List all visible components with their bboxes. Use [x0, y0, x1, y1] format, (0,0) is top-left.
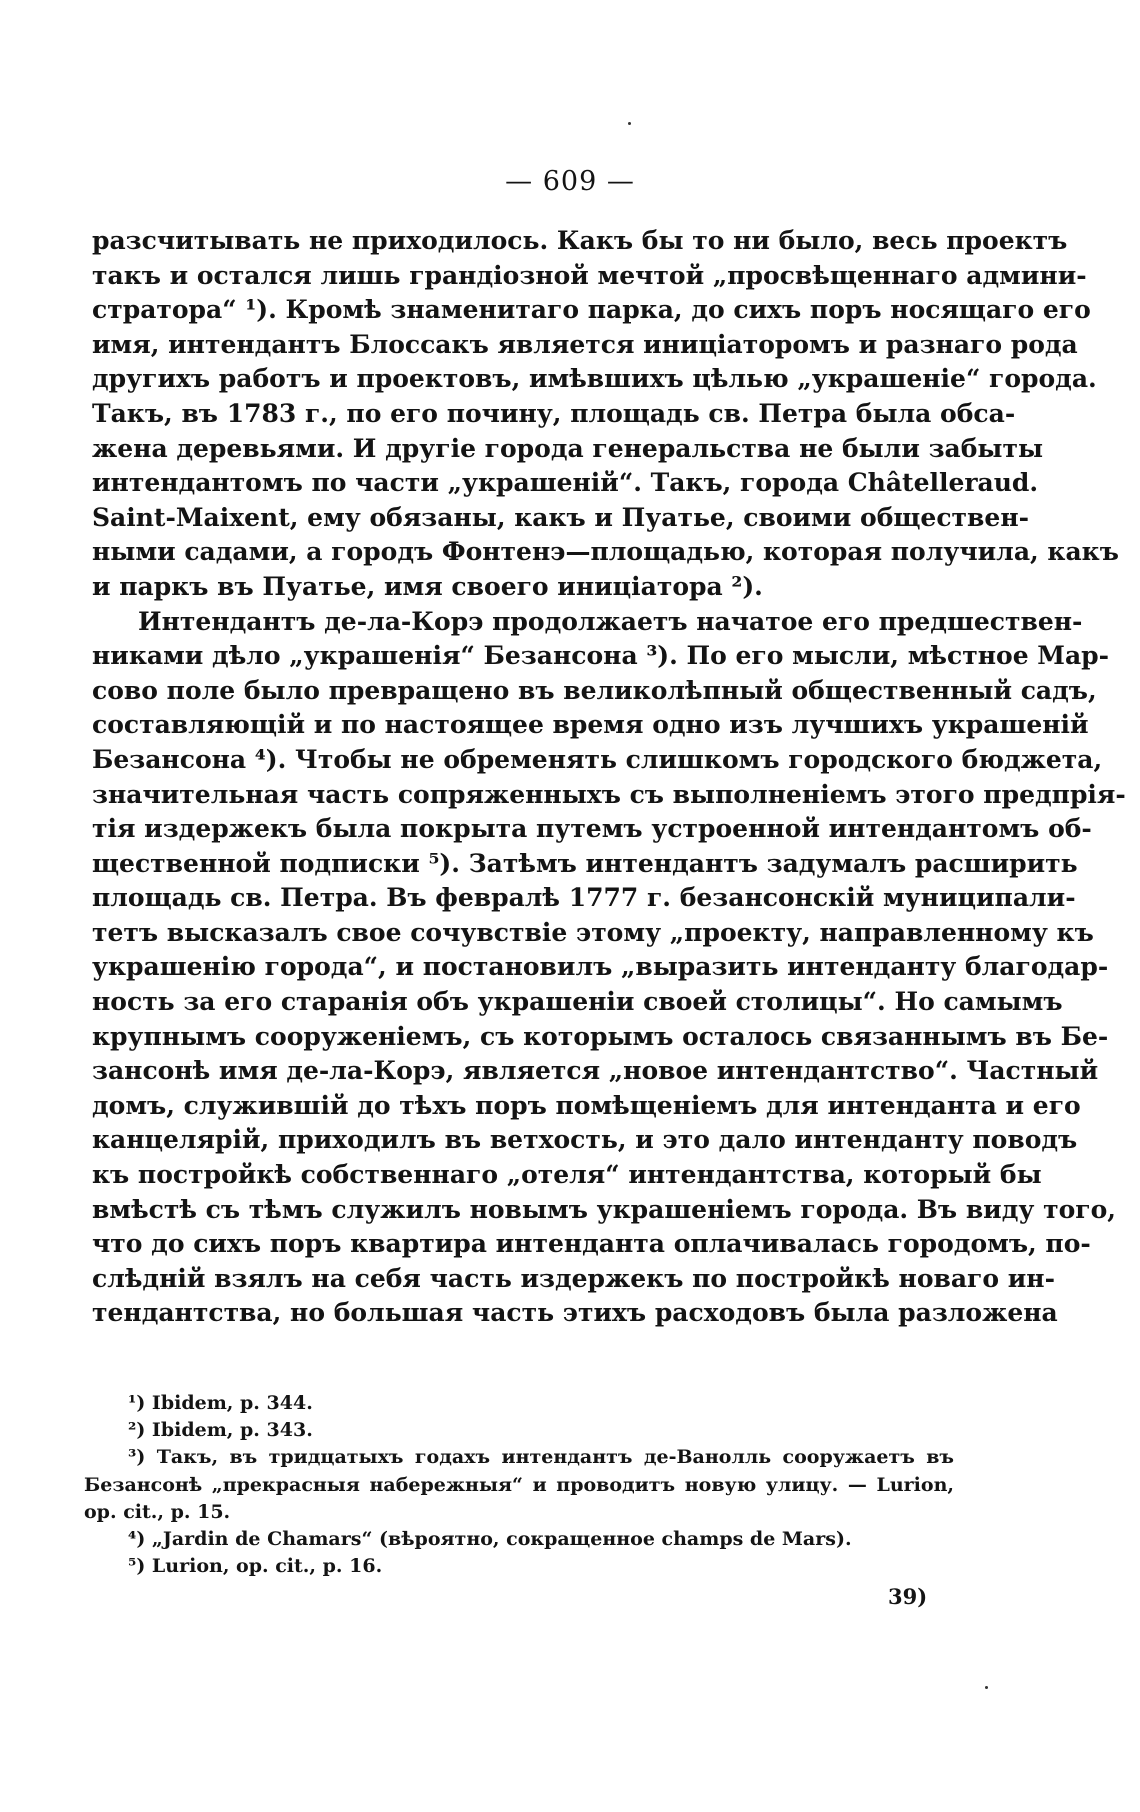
footnote: Безансонѣ „прекрасныя набережныя“ и проводитъ новую улицу. — Lurion, [84, 1473, 954, 1496]
text-line: украшенію города“, и постановилъ „выразить интенданту благодар- [92, 952, 1109, 982]
signature-mark: 39) [888, 1584, 928, 1609]
text-line: и паркъ въ Пуатье, имя своего иниціатора ²). [92, 571, 763, 601]
text-line: Такъ, въ 1783 г., по его почину, площадь св. Петра была обса- [92, 398, 1016, 428]
text-line: зансонѣ имя де-ла-Корэ, является „новое интендантство“. Частный [92, 1056, 1099, 1086]
text-line: имя, интендантъ Блоссакъ является иниціаторомъ и разнаго рода [92, 329, 1078, 359]
footnote: ⁵) Lurion, op. cit., p. 16. [128, 1555, 383, 1578]
page-number: — 609 — [505, 166, 635, 197]
text-line: никами дѣло „украшенія“ Безансона ³). По его мысли, мѣстное Мар- [92, 641, 1110, 671]
text-line: сово поле было превращено въ великолѣпный общественный садъ, [92, 675, 1097, 705]
footnote: ³) Такъ, въ тридцатыхъ годахъ интендантъ де-Ванолль сооружаетъ въ [128, 1446, 954, 1469]
text-line: тія издержекъ была покрыта путемъ устроенной интендантомъ об- [92, 814, 1092, 844]
footnote: op. cit., p. 15. [84, 1500, 231, 1523]
text-line: вмѣстѣ съ тѣмъ служилъ новымъ украшеніемъ города. Въ виду того, [92, 1194, 1116, 1224]
text-line: такъ и остался лишь грандіозной мечтой „просвѣщеннаго админи- [92, 260, 1087, 290]
text-line: ными садами, а городъ Фонтенэ—площадью, которая получила, какъ [92, 537, 1119, 567]
text-line: интендантомъ по части „украшеній“. Такъ, города Châtelleraud. [92, 468, 1039, 498]
text-line: Безансона ⁴). Чтобы не обременять слишкомъ городского бюджета, [92, 744, 1103, 774]
text-line: другихъ работъ и проектовъ, имѣвшихъ цѣлью „украшеніе“ города. [92, 364, 1097, 394]
text-line: что до сихъ поръ квартира интенданта оплачивалась городомъ, по- [92, 1229, 1091, 1259]
text-line: разсчитывать не приходилось. Какъ бы то ни было, весь проектъ [92, 226, 1068, 255]
footnote: ¹) Ibidem, p. 344. [128, 1392, 313, 1414]
text-line: домъ, служившій до тѣхъ поръ помѣщеніемъ для интенданта и его [92, 1090, 1081, 1120]
text-line: стратора“ ¹). Кромѣ знаменитаго парка, до сихъ поръ носящаго его [92, 295, 1091, 325]
text-line: слѣдній взялъ на себя часть издержекъ по постройкѣ новаго ин- [92, 1263, 1055, 1293]
print-speck [628, 122, 631, 125]
text-line: тетъ высказалъ свое сочувствіе этому „проекту, направленному къ [92, 917, 1094, 947]
text-line: площадь св. Петра. Въ февралѣ 1777 г. безансонскій муниципали- [92, 883, 1076, 913]
text-line: щественной подписки ⁵). Затѣмъ интендантъ задумалъ расширить [92, 848, 1078, 878]
footnote: ²) Ibidem, p. 343. [128, 1419, 313, 1442]
text-line: крупнымъ сооруженіемъ, съ которымъ осталось связаннымъ въ Бе- [92, 1021, 1109, 1051]
text-line: канцелярій, приходилъ въ ветхость, и это дало интенданту поводъ [92, 1125, 1078, 1155]
footnotes [84, 1390, 954, 1580]
text-line: Интендантъ де-ла-Корэ продолжаетъ начатое его предшествен- [138, 606, 1083, 636]
text-line: составляющій и по настоящее время одно изъ лучшихъ украшеній [92, 710, 1089, 740]
text-line: значительная часть сопряженныхъ съ выполненіемъ этого предпрія- [92, 779, 1126, 809]
body-text [92, 224, 1126, 1331]
text-line: жена деревьями. И другіе города генеральства не были забыты [92, 433, 1044, 463]
text-line: ность за его старанія объ украшеніи своей столицы“. Но самымъ [92, 987, 1063, 1017]
print-speck [985, 1686, 988, 1689]
footnote: ⁴) „Jardin de Chamars“ (вѣроятно, сокращенное champs de Mars). [128, 1527, 852, 1550]
text-line: Saint-Maixent, ему обязаны, какъ и Пуатье, своими обществен- [92, 502, 1029, 532]
text-line: къ постройкѣ собственнаго „отеля“ интендантства, который бы [92, 1160, 1042, 1190]
text-line: тендантства, но большая часть этихъ расходовъ была разложена [92, 1298, 1058, 1328]
